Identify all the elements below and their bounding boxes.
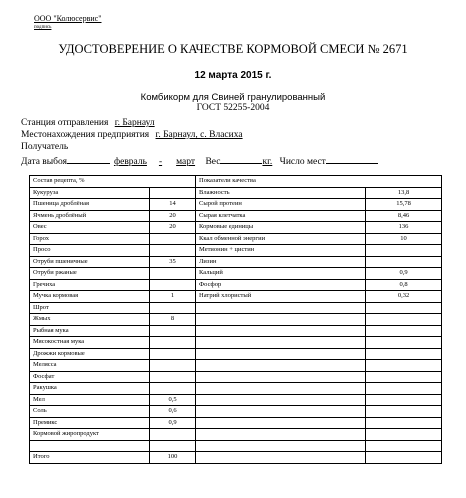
indicator-cell: Фосфор: [196, 279, 366, 291]
indicator-cell: Сырой протеин: [196, 199, 366, 211]
percent-cell: [150, 429, 196, 441]
indicator-cell: [196, 360, 366, 372]
document-date: 12 марта 2015 г.: [194, 70, 272, 81]
table-row: [30, 233, 442, 245]
percent-cell: [150, 325, 196, 337]
table-row: [30, 394, 442, 406]
indicator-cell: Кормовые единицы: [196, 222, 366, 234]
percent-cell: [150, 440, 196, 452]
table-row: [30, 348, 442, 360]
count-label: Число мест: [279, 157, 326, 167]
indicator-value-cell: [366, 371, 442, 383]
indicator-cell: [196, 314, 366, 326]
percent-cell: 0,6: [150, 406, 196, 418]
percent-cell: 0,9: [150, 417, 196, 429]
product-name: Комбикорм для Свиней гранулированный: [140, 92, 326, 103]
percent-cell: [150, 383, 196, 395]
table-row: [30, 291, 442, 303]
indicator-value-cell: [366, 383, 442, 395]
ingredient-cell: Просо: [30, 245, 150, 257]
indicator-value-cell: [366, 302, 442, 314]
indicator-value-cell: [366, 406, 442, 418]
indicator-cell: Лизин: [196, 256, 366, 268]
indicator-value-cell: 136: [366, 222, 442, 234]
indicator-value-cell: 0,8: [366, 279, 442, 291]
indicator-cell: [196, 406, 366, 418]
ingredient-cell: Премикс: [30, 417, 150, 429]
ingredient-cell: Кукуруза: [30, 187, 150, 199]
indicator-cell: [196, 452, 366, 464]
count-blank: [326, 154, 378, 164]
percent-cell: [150, 187, 196, 199]
indicator-cell: [196, 440, 366, 452]
indicator-cell: [196, 394, 366, 406]
ingredient-cell: [30, 440, 150, 452]
ingredient-cell: Ракушка: [30, 383, 150, 395]
document-title: УДОСТОВЕРЕНИЕ О КАЧЕСТВЕ КОРМОВОЙ СМЕСИ № 2671: [58, 42, 408, 56]
recipe-header: Состав рецепта, %: [30, 176, 196, 188]
percent-cell: 20: [150, 222, 196, 234]
table-row: [30, 406, 442, 418]
table-row: [30, 256, 442, 268]
issue-date-dash: -: [158, 157, 163, 167]
station-value: г. Барнаул: [114, 118, 155, 128]
indicator-cell: [196, 429, 366, 441]
location-row: [21, 130, 243, 140]
indicator-cell: Ккал обменной энергии: [196, 233, 366, 245]
indicator-value-cell: [366, 360, 442, 372]
indicator-cell: [196, 417, 366, 429]
quality-table: [29, 175, 442, 464]
ingredient-cell: Гречиха: [30, 279, 150, 291]
percent-cell: 35: [150, 256, 196, 268]
percent-cell: 1: [150, 291, 196, 303]
indicator-value-cell: [366, 417, 442, 429]
indicator-value-cell: 8,46: [366, 210, 442, 222]
indicator-value-cell: 0,9: [366, 268, 442, 280]
percent-cell: 0,5: [150, 394, 196, 406]
indicator-value-cell: [366, 337, 442, 349]
percent-cell: [150, 371, 196, 383]
percent-cell: 100: [150, 452, 196, 464]
indicator-value-cell: [366, 348, 442, 360]
table-row: [30, 337, 442, 349]
table-row: [30, 268, 442, 280]
ingredient-cell: Отруби ржаные: [30, 268, 150, 280]
indicator-cell: [196, 325, 366, 337]
table-row: [30, 371, 442, 383]
ingredient-cell: Ячмень дроблёный: [30, 210, 150, 222]
ingredient-cell: Жмых: [30, 314, 150, 326]
location-value: г. Барнаул, с. Власиха: [155, 130, 243, 140]
table-row: [30, 440, 442, 452]
ingredient-cell: Рыбная мука: [30, 325, 150, 337]
table-row: [30, 360, 442, 372]
indicator-value-cell: [366, 256, 442, 268]
table-row: [30, 314, 442, 326]
percent-cell: 14: [150, 199, 196, 211]
table-row: [30, 417, 442, 429]
percent-cell: 8: [150, 314, 196, 326]
indicator-value-cell: [366, 429, 442, 441]
table-row: [30, 452, 442, 464]
indicator-cell: Сырая клетчатка: [196, 210, 366, 222]
ingredient-cell: Итого: [30, 452, 150, 464]
table-row: [30, 429, 442, 441]
percent-cell: [150, 233, 196, 245]
percent-cell: [150, 245, 196, 257]
table-row: [30, 199, 442, 211]
ingredient-cell: Горох: [30, 233, 150, 245]
indicator-value-cell: 13,8: [366, 187, 442, 199]
issue-date-blank: [67, 154, 110, 164]
table-row: [30, 245, 442, 257]
ingredient-cell: Соль: [30, 406, 150, 418]
recipient-label: Получатель: [21, 142, 69, 152]
ingredient-cell: Овес: [30, 222, 150, 234]
indicator-value-cell: [366, 394, 442, 406]
indicator-cell: [196, 348, 366, 360]
indicator-cell: Влажность: [196, 187, 366, 199]
indicator-cell: Натрий хлористый: [196, 291, 366, 303]
issue-date-label: Дата выбоя: [21, 157, 67, 167]
table-row: [30, 222, 442, 234]
ingredient-cell: Мел: [30, 394, 150, 406]
indicator-cell: Кальций: [196, 268, 366, 280]
weight-blank: [220, 154, 262, 164]
quality-header: Показатели качества: [196, 176, 442, 188]
table-row: [30, 187, 442, 199]
ingredient-cell: Дрожжи кормовые: [30, 348, 150, 360]
ingredient-cell: Мучка кормовая: [30, 291, 150, 303]
percent-cell: [150, 302, 196, 314]
percent-cell: [150, 360, 196, 372]
percent-cell: [150, 348, 196, 360]
station-label: Станция отправления: [21, 118, 109, 128]
indicator-cell: [196, 371, 366, 383]
ingredient-cell: Пшеница дроблёная: [30, 199, 150, 211]
ingredient-cell: Мясокостная мука: [30, 337, 150, 349]
ingredient-cell: Фосфат: [30, 371, 150, 383]
weight-label: Вес: [205, 157, 221, 167]
percent-cell: [150, 279, 196, 291]
issue-date-from: февраль: [113, 157, 147, 167]
ingredient-cell: Шрот: [30, 302, 150, 314]
issue-row: [21, 154, 378, 167]
indicator-value-cell: 15,78: [366, 199, 442, 211]
weight-unit: кг.: [262, 157, 273, 167]
table-header-row: [30, 176, 442, 188]
indicator-value-cell: [366, 325, 442, 337]
indicator-cell: [196, 302, 366, 314]
table-row: [30, 302, 442, 314]
ingredient-cell: Кормовой жиропродукт: [30, 429, 150, 441]
indicator-cell: Метионин + цистин: [196, 245, 366, 257]
ingredient-cell: Мелясса: [30, 360, 150, 372]
recipient-row: [21, 142, 68, 152]
indicator-value-cell: [366, 440, 442, 452]
station-row: [21, 118, 155, 128]
indicator-cell: [196, 337, 366, 349]
issue-date-to: март: [176, 157, 196, 167]
table-row: [30, 210, 442, 222]
indicator-value-cell: [366, 452, 442, 464]
percent-cell: [150, 337, 196, 349]
indicator-value-cell: 10: [366, 233, 442, 245]
indicator-value-cell: [366, 314, 442, 326]
ingredient-cell: Отруби пшеничные: [30, 256, 150, 268]
table-row: [30, 279, 442, 291]
location-label: Местонахождения предприятия: [21, 130, 150, 140]
percent-cell: [150, 268, 196, 280]
organization-name: ООО "Колюсервис": [34, 14, 102, 23]
product-standard: ГОСТ 52255-2004: [196, 103, 270, 113]
table-row: [30, 383, 442, 395]
indicator-value-cell: 0,32: [366, 291, 442, 303]
table-row: [30, 325, 442, 337]
indicator-cell: [196, 383, 366, 395]
organization-subtitle: подпись: [34, 25, 52, 30]
percent-cell: 20: [150, 210, 196, 222]
indicator-value-cell: [366, 245, 442, 257]
